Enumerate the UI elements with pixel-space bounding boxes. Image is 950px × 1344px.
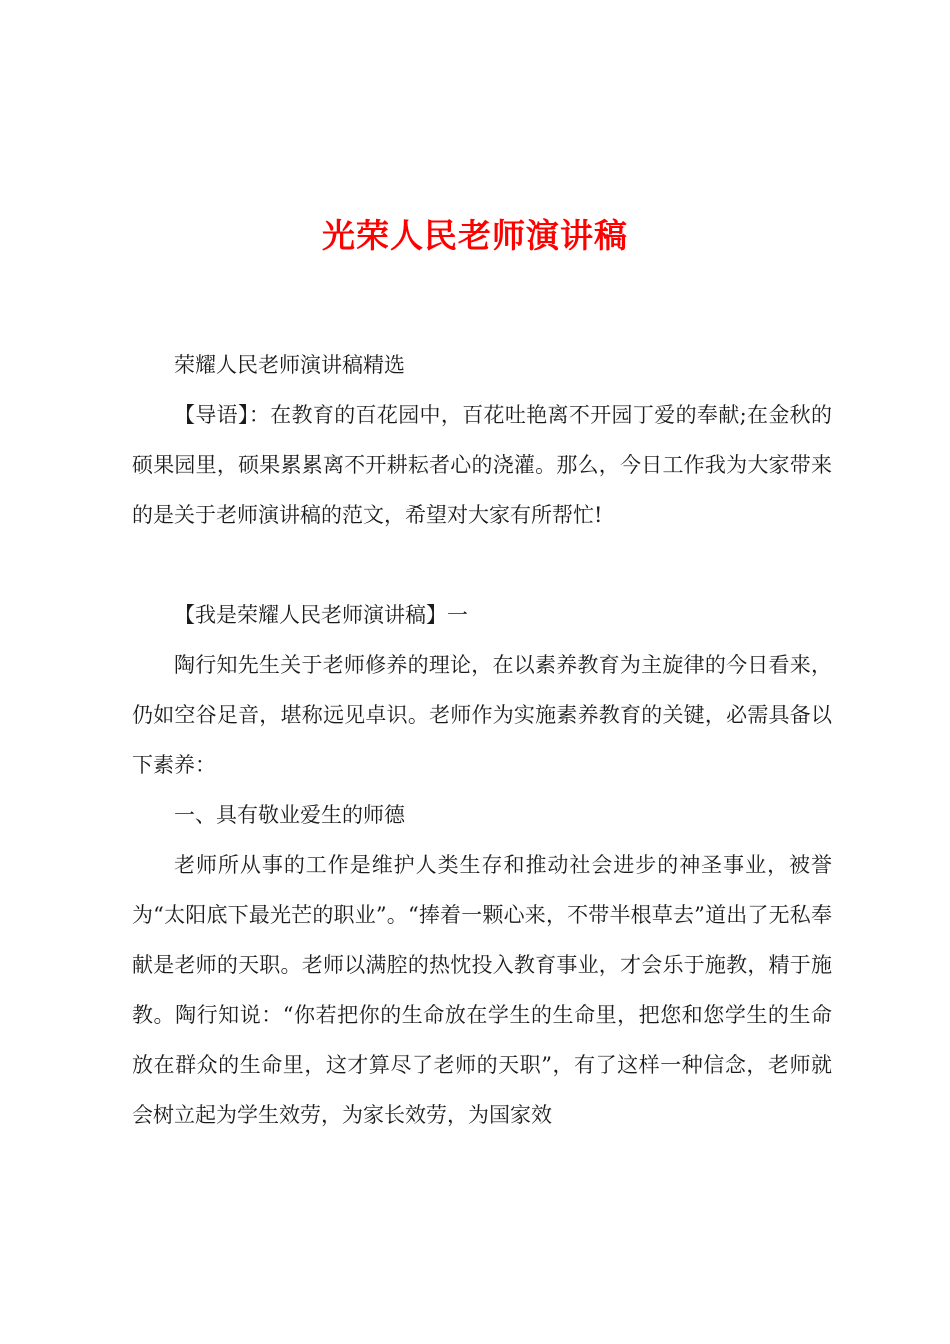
section-heading: 【我是荣耀人民老师演讲稿】一 [174, 603, 468, 627]
document-title: 光荣人民老师演讲稿 [322, 216, 628, 255]
subtitle-paragraph: 荣耀人民老师演讲稿精选 [174, 353, 405, 377]
subsection-heading: 一、具有敬业爱生的师德 [174, 803, 405, 827]
document-body [132, 340, 832, 1140]
body-paragraph: 老师所从事的工作是维护人类生存和推动社会进步的神圣事业，被誉为“太阳底下最光芒的职业”。“捧着一颗心来，不带半根草去”道出了无私奉献是老师的天职。老师以满腔的热忱投入教育事业，才会乐于施教，精于施教。陶行知说：“你若把你的生命放在学生的生命里，把您和您学生的生命放在群众的生命里，这才算尽了老师的天职”，有了这样一种信念，老师就会树立起为学生效劳，为家长效劳，为国家效 [132, 853, 832, 1127]
body-paragraph: 陶行知先生关于老师修养的理论，在以素养教育为主旋律的今日看来，仍如空谷足音，堪称远见卓识。老师作为实施素养教育的关键，必需具备以下素养： [132, 653, 832, 777]
intro-paragraph: 【导语】：在教育的百花园中，百花吐艳离不开园丁爱的奉献;在金秋的硕果园里，硕果累累离不开耕耘者心的浇灌。那么，今日工作我为大家带来的是关于老师演讲稿的范文，希望对大家有所帮忙! [132, 403, 832, 527]
